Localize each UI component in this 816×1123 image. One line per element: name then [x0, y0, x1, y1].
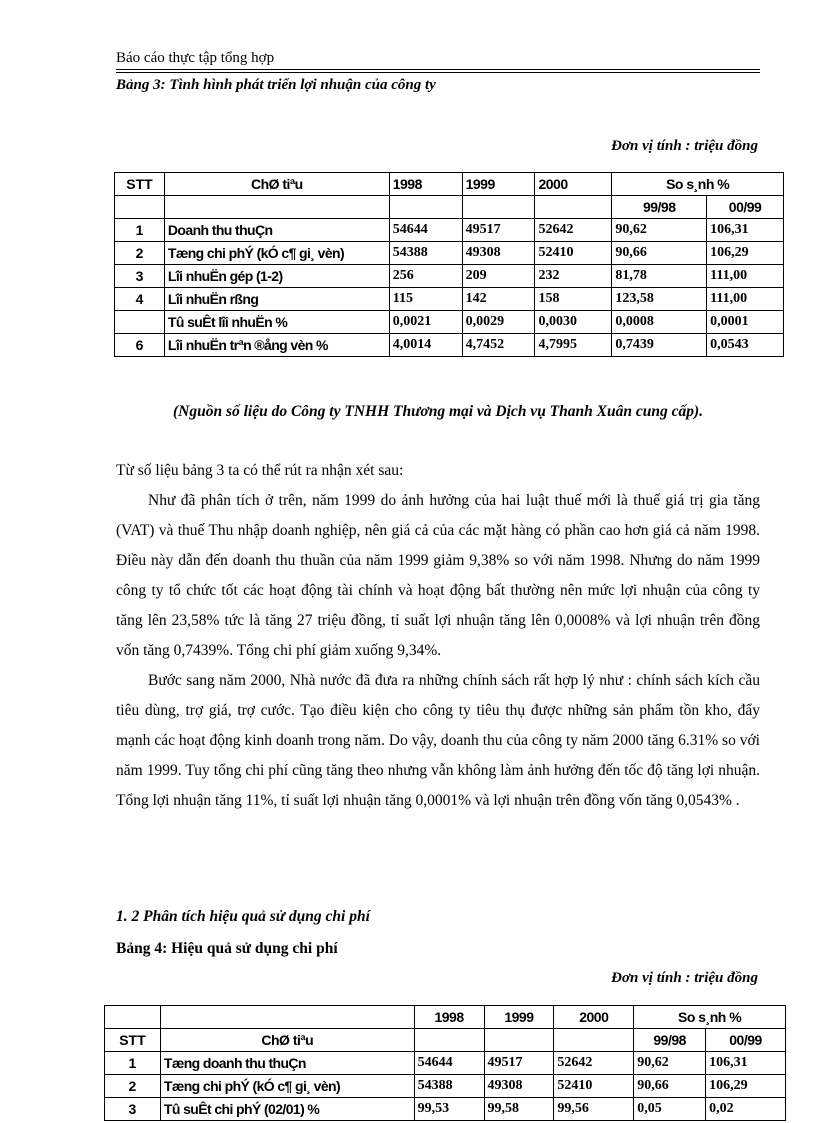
table3-header-compare: So s¸nh % [612, 173, 784, 196]
table3-header-blank [535, 196, 612, 219]
table3 [114, 172, 784, 357]
header-rule-double [116, 72, 760, 73]
table4 [104, 1005, 786, 1121]
row-1999: 49517 [462, 219, 535, 242]
table-row [115, 219, 784, 242]
row-1999: 0,0029 [462, 311, 535, 334]
table4-header-blank [414, 1029, 484, 1052]
table4-header-indicator: ChØ tiªu [160, 1029, 414, 1052]
table3-header-blank [389, 196, 462, 219]
row-1999: 4,7452 [462, 334, 535, 357]
intro-paragraph: Từ số liệu bảng 3 ta có thể rút ra nhận xét sau: [116, 462, 404, 479]
row-2000: 4,7995 [535, 334, 612, 357]
row-stt: 1 [105, 1052, 161, 1075]
table3-header-1998: 1998 [389, 173, 462, 196]
table-row [115, 242, 784, 265]
body-text [116, 456, 760, 816]
row-00-99: 106,31 [706, 1052, 786, 1075]
table4-caption: Bảng 4: Hiệu quả sử dụng chi phí [116, 940, 338, 957]
analysis-paragraph-2: Bước sang năm 2000, Nhà nước đã đưa ra những chính sách rất hợp lý như : chính sách kích cầu tiêu dùng, trợ giá, trợ cước. Tạo điều kiện cho công ty tiêu thụ được những sản phẩm tồn kho, đẩy mạnh các hoạt động kinh doanh trong năm. Do vậy, doanh thu của công ty năm 2000 tăng 6.31% so với năm 1999. Tuy tổng chi phí cũng tăng theo nhưng vẫn không làm ảnh hưởng đến tốc độ tăng lợi nhuận. Tổng lợi nhuận tăng 11%, tỉ suất lợi nhuận tăng 0,0001% và lợi nhuận trên đồng vốn tăng 0,0543% . [116, 672, 760, 809]
row-2000: 99,56 [554, 1098, 634, 1121]
table3-header-2000: 2000 [535, 173, 612, 196]
table4-header-1999: 1999 [484, 1006, 554, 1029]
row-2000: 232 [535, 265, 612, 288]
row-stt: 3 [105, 1098, 161, 1121]
row-1999: 49308 [462, 242, 535, 265]
analysis-paragraph-1: Như đã phân tích ở trên, năm 1999 do ảnh hưởng của hai luật thuế mới là thuế giá trị gia tăng (VAT) và thuế Thu nhập doanh nghiệp, nên giá cả của các mặt hàng có phần cao hơn giá cả năm 1998. Điều này dẫn đến doanh thu thuần của năm 1999 giảm 9,38% so với năm 1998. Nhưng do năm 1999 công ty tổ chức tốt các hoạt động tài chính và hoạt động bất thường nên mức lợi nhuận của công ty tăng lên 23,58% tức là tăng 27 triệu đồng, tỉ suất lợi nhuận tăng lên 0,0008% và lợi nhuận trên đồng vốn tăng 0,7439%. Tổng chi phí giảm xuống 9,34%. [116, 492, 760, 659]
table4-header-99-98: 99/98 [634, 1029, 706, 1052]
table-row [105, 1098, 786, 1121]
table3-unit: Đơn vị tính : triệu đồng [611, 138, 758, 154]
table4-header-blank [484, 1029, 554, 1052]
table4-header-stt: STT [105, 1029, 161, 1052]
row-99-98: 81,78 [612, 265, 707, 288]
row-stt: 1 [115, 219, 165, 242]
row-1998: 54644 [414, 1052, 484, 1075]
row-00-99: 111,00 [707, 288, 784, 311]
table4-header-1998: 1998 [414, 1006, 484, 1029]
row-99-98: 90,66 [634, 1075, 706, 1098]
row-stt: 2 [115, 242, 165, 265]
row-99-98: 0,0008 [612, 311, 707, 334]
table-row [105, 1052, 786, 1075]
table-row [105, 1075, 786, 1098]
page-header-title: Báo cáo thực tập tổng hợp [116, 50, 275, 66]
row-1998: 54388 [389, 242, 462, 265]
row-1998: 54644 [389, 219, 462, 242]
table3-header-blank [115, 196, 165, 219]
row-1998: 99,53 [414, 1098, 484, 1121]
table3-caption: Bảng 3: Tình hình phát triển lợi nhuận của công ty [116, 77, 436, 93]
table-row [115, 311, 784, 334]
row-1999: 142 [462, 288, 535, 311]
table4-header-00-99: 00/99 [706, 1029, 786, 1052]
row-label: Lîi nhuËn gép (1-2) [164, 265, 389, 288]
row-1998: 115 [389, 288, 462, 311]
row-label: Doanh thu thuÇn [164, 219, 389, 242]
row-99-98: 0,7439 [612, 334, 707, 357]
row-stt: 6 [115, 334, 165, 357]
table4-unit: Đơn vị tính : triệu đồng [611, 970, 758, 986]
table4-header-blank [105, 1006, 161, 1029]
row-1998: 4,0014 [389, 334, 462, 357]
row-2000: 0,0030 [535, 311, 612, 334]
table4-header-compare: So s¸nh % [634, 1006, 786, 1029]
table3-source: (Nguồn số liệu do Công ty TNHH Thương mại và Dịch vụ Thanh Xuân cung cấp). [172, 403, 704, 420]
row-1999: 49517 [484, 1052, 554, 1075]
row-2000: 52410 [554, 1075, 634, 1098]
table-row [115, 265, 784, 288]
row-1999: 49308 [484, 1075, 554, 1098]
row-stt: 4 [115, 288, 165, 311]
table-row [115, 334, 784, 357]
row-label: Lîi nhuËn rßng [164, 288, 389, 311]
table4-header-2000: 2000 [554, 1006, 634, 1029]
row-99-98: 123,58 [612, 288, 707, 311]
table3-header-indicator: ChØ tiªu [164, 173, 389, 196]
row-00-99: 111,00 [707, 265, 784, 288]
row-00-99: 0,0001 [707, 311, 784, 334]
table4-header-blank [160, 1006, 414, 1029]
row-00-99: 0,0543 [707, 334, 784, 357]
table3-header-1999: 1999 [462, 173, 535, 196]
row-00-99: 106,29 [707, 242, 784, 265]
row-label: Tæng doanh thu thuÇn [160, 1052, 414, 1075]
row-1998: 256 [389, 265, 462, 288]
row-1998: 0,0021 [389, 311, 462, 334]
row-1998: 54388 [414, 1075, 484, 1098]
row-stt: 2 [105, 1075, 161, 1098]
table4-header-blank [554, 1029, 634, 1052]
row-2000: 52410 [535, 242, 612, 265]
row-2000: 52642 [554, 1052, 634, 1075]
row-99-98: 90,62 [612, 219, 707, 242]
row-stt [115, 311, 165, 334]
row-00-99: 106,29 [706, 1075, 786, 1098]
row-99-98: 0,05 [634, 1098, 706, 1121]
row-00-99: 106,31 [707, 219, 784, 242]
row-label: Tæng chi phÝ (kÓ c¶ gi¸ vèn) [164, 242, 389, 265]
row-2000: 52642 [535, 219, 612, 242]
table3-header-blank [462, 196, 535, 219]
row-label: Tû suÊt lîi nhuËn % [164, 311, 389, 334]
table3-header-blank [164, 196, 389, 219]
row-99-98: 90,66 [612, 242, 707, 265]
table3-header-stt: STT [115, 173, 165, 196]
row-00-99: 0,02 [706, 1098, 786, 1121]
table-row [115, 288, 784, 311]
row-1999: 209 [462, 265, 535, 288]
row-label: Tæng chi phÝ (kÓ c¶ gi¸ vèn) [160, 1075, 414, 1098]
table3-header-99-98: 99/98 [612, 196, 707, 219]
row-label: Lîi nhuËn trªn ®ång vèn % [164, 334, 389, 357]
row-1999: 99,58 [484, 1098, 554, 1121]
row-2000: 158 [535, 288, 612, 311]
row-stt: 3 [115, 265, 165, 288]
section-heading: 1. 2 Phân tích hiệu quả sử dụng chi phí [116, 908, 370, 925]
row-99-98: 90,62 [634, 1052, 706, 1075]
header-rule [116, 69, 760, 70]
table3-header-00-99: 00/99 [707, 196, 784, 219]
row-label: Tû suÊt chi phÝ (02/01) % [160, 1098, 414, 1121]
